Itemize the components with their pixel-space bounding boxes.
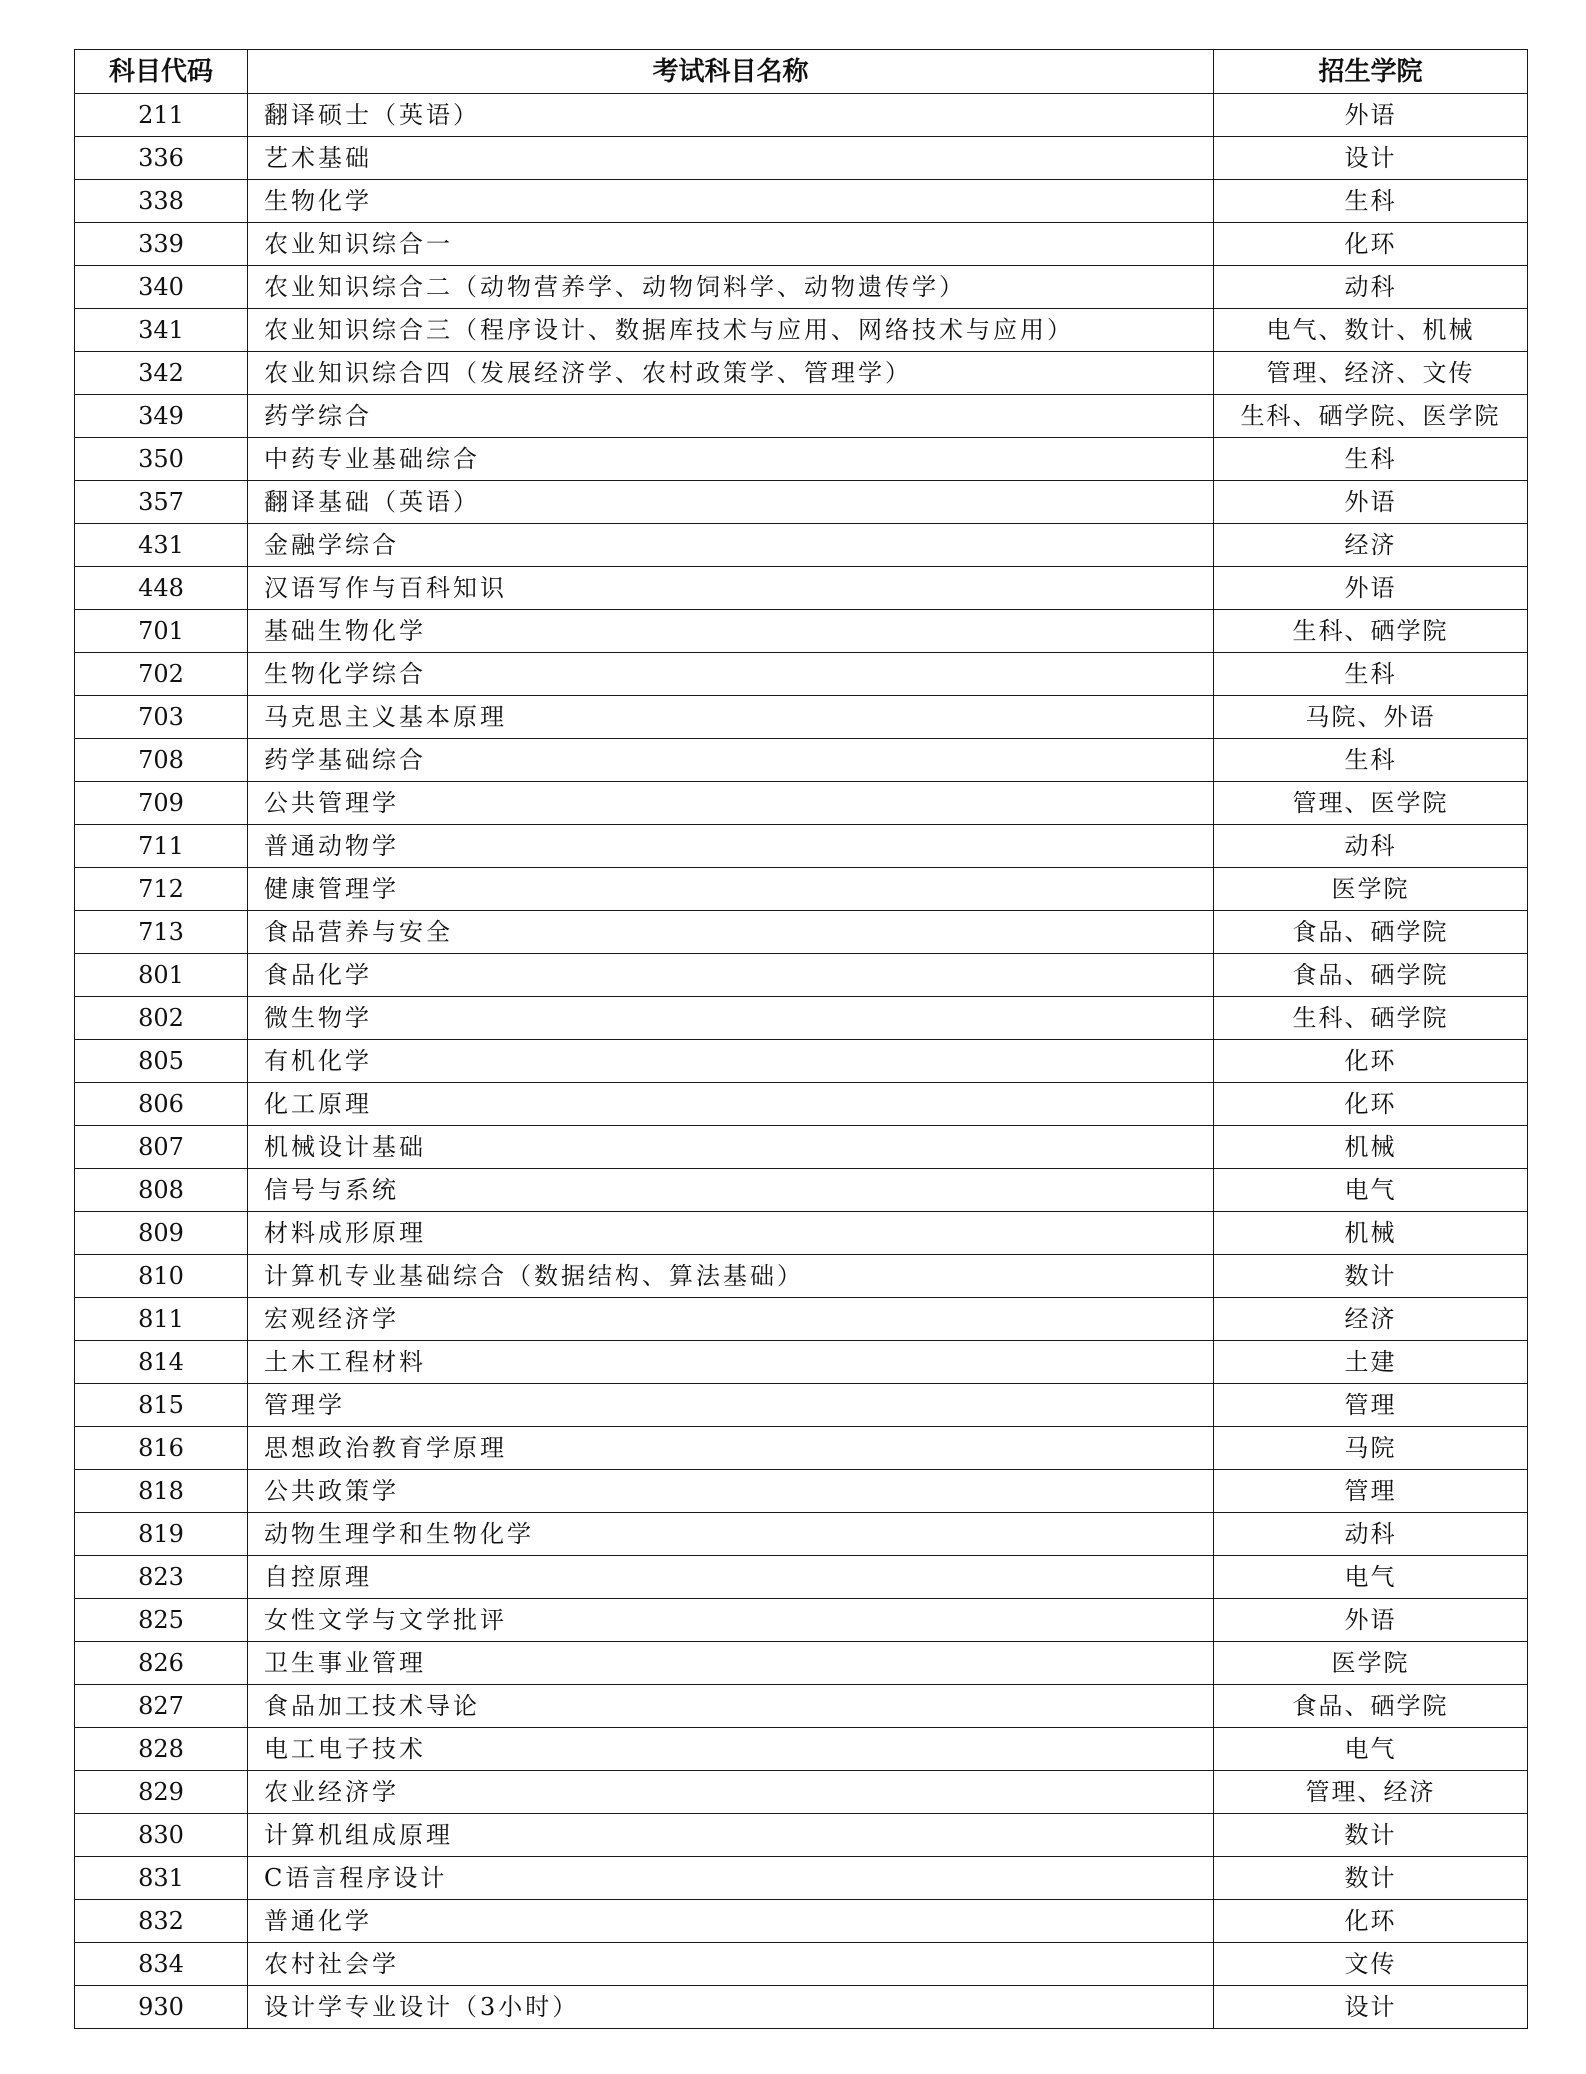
subject-code-cell: 818 xyxy=(75,1470,248,1513)
admission-school-cell: 生科、硒学院 xyxy=(1214,610,1528,653)
admission-school-cell: 机械 xyxy=(1214,1126,1528,1169)
admission-school-cell: 生科 xyxy=(1214,180,1528,223)
admission-school-cell: 机械 xyxy=(1214,1212,1528,1255)
subject-code-cell: 340 xyxy=(75,266,248,309)
table-row xyxy=(75,1857,1528,1900)
admission-school-cell: 食品、硒学院 xyxy=(1214,911,1528,954)
subject-name-cell: 宏观经济学 xyxy=(248,1298,1214,1341)
subject-name-cell: 普通动物学 xyxy=(248,825,1214,868)
subject-code-cell: 826 xyxy=(75,1642,248,1685)
subject-code-cell: 701 xyxy=(75,610,248,653)
subject-name-cell: 化工原理 xyxy=(248,1083,1214,1126)
subject-code-cell: 708 xyxy=(75,739,248,782)
subject-code-cell: 814 xyxy=(75,1341,248,1384)
table-row xyxy=(75,1599,1528,1642)
admission-school-cell: 土建 xyxy=(1214,1341,1528,1384)
table-row xyxy=(75,1384,1528,1427)
table-row xyxy=(75,481,1528,524)
table-row xyxy=(75,954,1528,997)
subject-code-cell: 930 xyxy=(75,1986,248,2029)
subject-name-cell: 公共管理学 xyxy=(248,782,1214,825)
admission-school-cell: 马院 xyxy=(1214,1427,1528,1470)
subject-name-cell: 微生物学 xyxy=(248,997,1214,1040)
subject-code-cell: 809 xyxy=(75,1212,248,1255)
subject-name-cell: 健康管理学 xyxy=(248,868,1214,911)
subject-code-cell: 336 xyxy=(75,137,248,180)
subject-name-cell: 马克思主义基本原理 xyxy=(248,696,1214,739)
subject-name-cell: 生物化学综合 xyxy=(248,653,1214,696)
admission-school-cell: 电气 xyxy=(1214,1169,1528,1212)
subject-code-cell: 801 xyxy=(75,954,248,997)
subject-name-cell: 材料成形原理 xyxy=(248,1212,1214,1255)
subject-name-cell: 计算机专业基础综合（数据结构、算法基础） xyxy=(248,1255,1214,1298)
subject-code-cell: 805 xyxy=(75,1040,248,1083)
subject-code-cell: 448 xyxy=(75,567,248,610)
table-row xyxy=(75,438,1528,481)
subject-name-cell: 金融学综合 xyxy=(248,524,1214,567)
table-row xyxy=(75,1728,1528,1771)
table-row xyxy=(75,1943,1528,1986)
subject-name-cell: 食品营养与安全 xyxy=(248,911,1214,954)
admission-school-cell: 外语 xyxy=(1214,1599,1528,1642)
subject-name-cell: 生物化学 xyxy=(248,180,1214,223)
subject-code-cell: 811 xyxy=(75,1298,248,1341)
admission-school-cell: 管理 xyxy=(1214,1384,1528,1427)
table-row xyxy=(75,911,1528,954)
subject-code-cell: 711 xyxy=(75,825,248,868)
table-row xyxy=(75,309,1528,352)
subject-code-cell: 339 xyxy=(75,223,248,266)
admission-school-cell: 管理、经济 xyxy=(1214,1771,1528,1814)
subject-code-cell: 341 xyxy=(75,309,248,352)
table-row xyxy=(75,567,1528,610)
table-row xyxy=(75,180,1528,223)
table-row xyxy=(75,1513,1528,1556)
admission-school-cell: 化环 xyxy=(1214,1900,1528,1943)
table-row xyxy=(75,1642,1528,1685)
subject-name-cell: 电工电子技术 xyxy=(248,1728,1214,1771)
admission-school-cell: 管理、医学院 xyxy=(1214,782,1528,825)
table-row xyxy=(75,1083,1528,1126)
admission-school-cell: 化环 xyxy=(1214,1083,1528,1126)
admission-school-cell: 电气 xyxy=(1214,1728,1528,1771)
subject-code-cell: 810 xyxy=(75,1255,248,1298)
subject-code-cell: 808 xyxy=(75,1169,248,1212)
subject-code-cell: 350 xyxy=(75,438,248,481)
subject-code-cell: 827 xyxy=(75,1685,248,1728)
subject-name-cell: 翻译硕士（英语） xyxy=(248,94,1214,137)
admission-school-cell: 马院、外语 xyxy=(1214,696,1528,739)
table-row xyxy=(75,1298,1528,1341)
admission-school-cell: 设计 xyxy=(1214,1986,1528,2029)
subject-code-cell: 832 xyxy=(75,1900,248,1943)
table-row xyxy=(75,1212,1528,1255)
header-admission-school: 招生学院 xyxy=(1214,50,1528,94)
admission-school-cell: 医学院 xyxy=(1214,868,1528,911)
subject-name-cell: 卫生事业管理 xyxy=(248,1642,1214,1685)
subject-name-cell: 农业知识综合四（发展经济学、农村政策学、管理学） xyxy=(248,352,1214,395)
subject-code-cell: 834 xyxy=(75,1943,248,1986)
table-row xyxy=(75,739,1528,782)
subject-name-cell: 农业经济学 xyxy=(248,1771,1214,1814)
subject-name-cell: C语言程序设计 xyxy=(248,1857,1214,1900)
subject-code-cell: 806 xyxy=(75,1083,248,1126)
admission-school-cell: 生科、硒学院 xyxy=(1214,997,1528,1040)
subject-code-cell: 828 xyxy=(75,1728,248,1771)
table-row xyxy=(75,395,1528,438)
admission-school-cell: 经济 xyxy=(1214,1298,1528,1341)
subject-name-cell: 农村社会学 xyxy=(248,1943,1214,1986)
subject-code-cell: 349 xyxy=(75,395,248,438)
subject-code-cell: 338 xyxy=(75,180,248,223)
subject-code-cell: 819 xyxy=(75,1513,248,1556)
subject-name-cell: 女性文学与文学批评 xyxy=(248,1599,1214,1642)
table-row xyxy=(75,1255,1528,1298)
admission-school-cell: 文传 xyxy=(1214,1943,1528,1986)
subject-code-cell: 702 xyxy=(75,653,248,696)
admission-school-cell: 管理 xyxy=(1214,1470,1528,1513)
table-row xyxy=(75,782,1528,825)
subject-name-cell: 思想政治教育学原理 xyxy=(248,1427,1214,1470)
header-subject-name: 考试科目名称 xyxy=(248,50,1214,94)
subject-name-cell: 公共政策学 xyxy=(248,1470,1214,1513)
admission-school-cell: 电气、数计、机械 xyxy=(1214,309,1528,352)
subject-code-cell: 211 xyxy=(75,94,248,137)
subject-name-cell: 有机化学 xyxy=(248,1040,1214,1083)
admission-school-cell: 动科 xyxy=(1214,266,1528,309)
subject-code-cell: 807 xyxy=(75,1126,248,1169)
admission-school-cell: 动科 xyxy=(1214,1513,1528,1556)
table-row xyxy=(75,696,1528,739)
admission-school-cell: 化环 xyxy=(1214,223,1528,266)
table-row xyxy=(75,94,1528,137)
table-row xyxy=(75,1685,1528,1728)
table-body xyxy=(75,94,1528,2029)
admission-school-cell: 生科、硒学院、医学院 xyxy=(1214,395,1528,438)
admission-school-cell: 食品、硒学院 xyxy=(1214,1685,1528,1728)
subject-name-cell: 药学基础综合 xyxy=(248,739,1214,782)
admission-school-cell: 管理、经济、文传 xyxy=(1214,352,1528,395)
table-row xyxy=(75,137,1528,180)
table-row xyxy=(75,1771,1528,1814)
subject-name-cell: 土木工程材料 xyxy=(248,1341,1214,1384)
table-row xyxy=(75,266,1528,309)
subject-name-cell: 汉语写作与百科知识 xyxy=(248,567,1214,610)
table-row xyxy=(75,653,1528,696)
admission-school-cell: 外语 xyxy=(1214,94,1528,137)
table-row xyxy=(75,1126,1528,1169)
table-header-row xyxy=(75,50,1528,94)
admission-school-cell: 动科 xyxy=(1214,825,1528,868)
admission-school-cell: 食品、硒学院 xyxy=(1214,954,1528,997)
subject-code-cell: 342 xyxy=(75,352,248,395)
subject-name-cell: 食品加工技术导论 xyxy=(248,1685,1214,1728)
subject-code-cell: 712 xyxy=(75,868,248,911)
subject-code-cell: 431 xyxy=(75,524,248,567)
table-row xyxy=(75,1986,1528,2029)
table-row xyxy=(75,868,1528,911)
subject-name-cell: 翻译基础（英语） xyxy=(248,481,1214,524)
subject-code-cell: 802 xyxy=(75,997,248,1040)
subject-name-cell: 机械设计基础 xyxy=(248,1126,1214,1169)
subject-code-cell: 830 xyxy=(75,1814,248,1857)
subject-code-cell: 825 xyxy=(75,1599,248,1642)
subject-code-cell: 816 xyxy=(75,1427,248,1470)
table-row xyxy=(75,223,1528,266)
admission-school-cell: 数计 xyxy=(1214,1814,1528,1857)
admission-school-cell: 医学院 xyxy=(1214,1642,1528,1685)
table-row xyxy=(75,1040,1528,1083)
admission-school-cell: 生科 xyxy=(1214,653,1528,696)
table-row xyxy=(75,610,1528,653)
table-row xyxy=(75,1169,1528,1212)
subject-code-cell: 709 xyxy=(75,782,248,825)
table-row xyxy=(75,1556,1528,1599)
table-row xyxy=(75,1900,1528,1943)
table-row xyxy=(75,1814,1528,1857)
admission-school-cell: 经济 xyxy=(1214,524,1528,567)
table-row xyxy=(75,1470,1528,1513)
admission-school-cell: 生科 xyxy=(1214,438,1528,481)
subject-code-cell: 713 xyxy=(75,911,248,954)
table-row xyxy=(75,524,1528,567)
subject-name-cell: 动物生理学和生物化学 xyxy=(248,1513,1214,1556)
subject-name-cell: 基础生物化学 xyxy=(248,610,1214,653)
subject-name-cell: 管理学 xyxy=(248,1384,1214,1427)
admission-school-cell: 生科 xyxy=(1214,739,1528,782)
subject-name-cell: 农业知识综合二（动物营养学、动物饲料学、动物遗传学） xyxy=(248,266,1214,309)
table-row xyxy=(75,1341,1528,1384)
subject-name-cell: 信号与系统 xyxy=(248,1169,1214,1212)
subject-name-cell: 自控原理 xyxy=(248,1556,1214,1599)
table-row xyxy=(75,1427,1528,1470)
subject-name-cell: 食品化学 xyxy=(248,954,1214,997)
subject-code-cell: 357 xyxy=(75,481,248,524)
subject-name-cell: 计算机组成原理 xyxy=(248,1814,1214,1857)
table-row xyxy=(75,352,1528,395)
admission-school-cell: 数计 xyxy=(1214,1255,1528,1298)
admission-school-cell: 外语 xyxy=(1214,481,1528,524)
exam-subjects-table xyxy=(74,49,1528,2029)
subject-code-cell: 831 xyxy=(75,1857,248,1900)
table-row xyxy=(75,997,1528,1040)
subject-code-cell: 829 xyxy=(75,1771,248,1814)
subject-name-cell: 设计学专业设计（3小时） xyxy=(248,1986,1214,2029)
subject-code-cell: 815 xyxy=(75,1384,248,1427)
subject-code-cell: 703 xyxy=(75,696,248,739)
admission-school-cell: 数计 xyxy=(1214,1857,1528,1900)
admission-school-cell: 设计 xyxy=(1214,137,1528,180)
subject-name-cell: 农业知识综合一 xyxy=(248,223,1214,266)
admission-school-cell: 化环 xyxy=(1214,1040,1528,1083)
subject-name-cell: 艺术基础 xyxy=(248,137,1214,180)
subject-code-cell: 823 xyxy=(75,1556,248,1599)
admission-school-cell: 外语 xyxy=(1214,567,1528,610)
header-subject-code: 科目代码 xyxy=(75,50,248,94)
subject-name-cell: 药学综合 xyxy=(248,395,1214,438)
subject-name-cell: 农业知识综合三（程序设计、数据库技术与应用、网络技术与应用） xyxy=(248,309,1214,352)
admission-school-cell: 电气 xyxy=(1214,1556,1528,1599)
subject-name-cell: 普通化学 xyxy=(248,1900,1214,1943)
table-row xyxy=(75,825,1528,868)
subject-name-cell: 中药专业基础综合 xyxy=(248,438,1214,481)
